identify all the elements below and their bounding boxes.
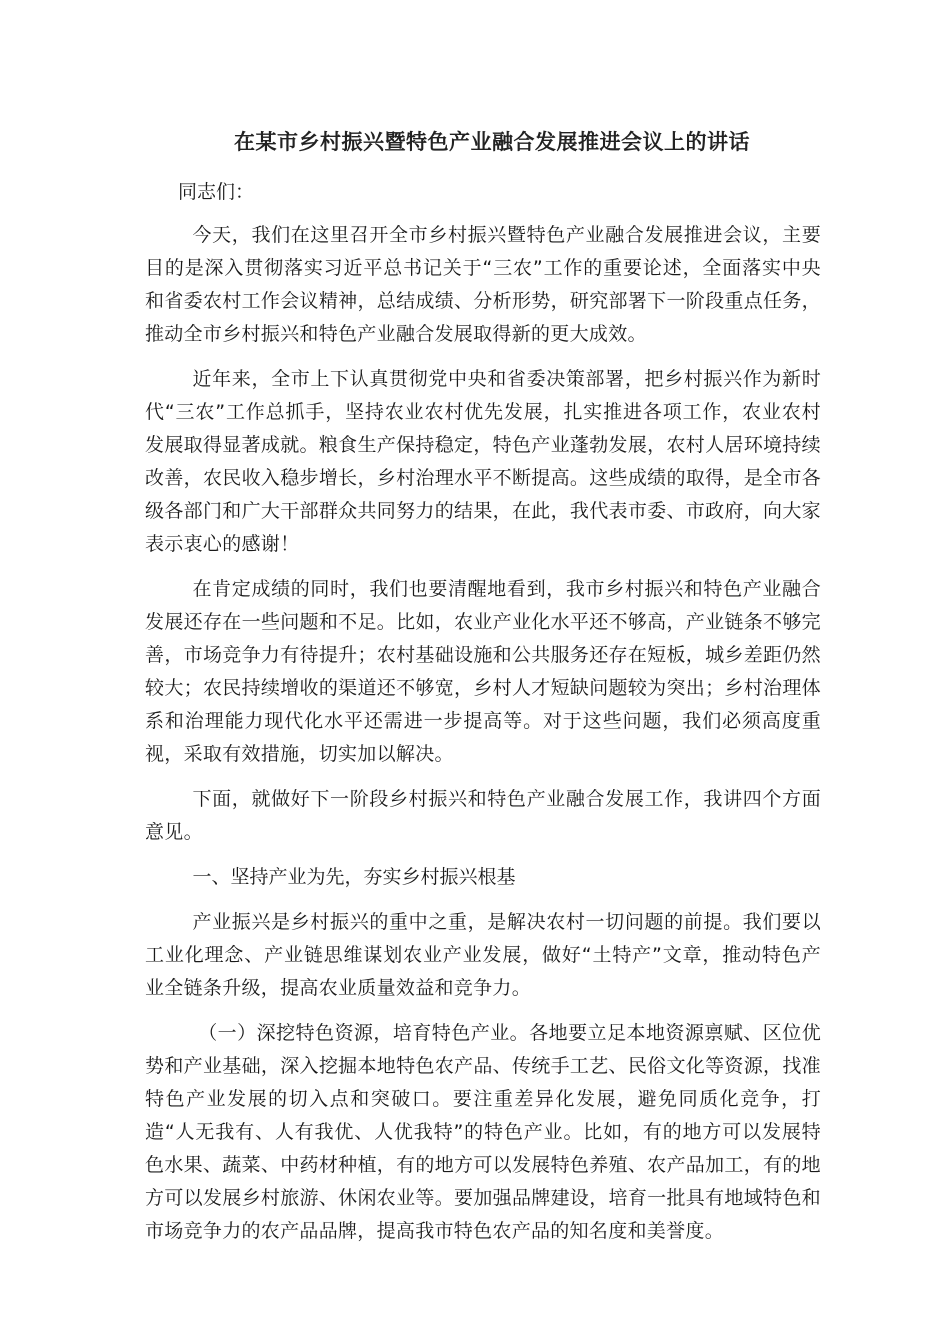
section-heading: 一、坚持产业为先，夯实乡村振兴根基 xyxy=(192,866,516,888)
section-paragraph: 产业振兴是乡村振兴的重中之重，是解决农村一切问题的前提。我们要以工业化理念、产业链思维谋划农业产业发展，做好“土特产”文章，推动特色产业全链条升级，提高农业质量效益和竞争力。 xyxy=(145,911,821,999)
paragraph-problems: 在肯定成绩的同时，我们也要清醒地看到，我市乡村振兴和特色产业融合发展还存在一些问题和不足。比如，农业产业化水平还不够高，产业链条不够完善，市场竞争力有待提升；农村基础设施和公共服务还存在短板，城乡差距仍然较大；农民持续增收的渠道还不够宽，乡村人才短缺问题较为突出；乡村治理体系和治理能力现代化水平还需进一步提高等。对于这些问题，我们必须高度重视，采取有效措施，切实加以解决。 xyxy=(145,578,821,765)
document-body xyxy=(145,219,821,1260)
paragraph-achievements: 近年来，全市上下认真贯彻党中央和省委决策部署，把乡村振兴作为新时代“三农”工作总抓手，坚持农业农村优先发展，扎实推进各项工作，农业农村发展取得显著成就。粮食生产保持稳定，特色产业蓬勃发展，农村人居环境持续改善，农民收入稳步增长，乡村治理水平不断提高。这些成绩的取得，是全市各级各部门和广大干部群众共同努力的结果，在此，我代表市委、市政府，向大家表示衷心的感谢！ xyxy=(145,368,821,555)
paragraph-transition: 下面，就做好下一阶段乡村振兴和特色产业融合发展工作，我讲四个方面意见。 xyxy=(145,788,821,843)
subsection-paragraph: （一）深挖特色资源，培育特色产业。各地要立足本地资源禀赋、区位优势和产业基础，深入挖掘本地特色农产品、传统手工艺、民俗文化等资源，找准特色产业发展的切入点和突破口。要注重差异化发展，避免同质化竞争，打造“人无我有、人有我优、人优我特”的特色产业。比如，有的地方可以发展特色水果、蔬菜、中药材种植，有的地方可以发展特色养殖、农产品加工，有的地方可以发展乡村旅游、休闲农业等。要加强品牌建设，培育一批具有地域特色和市场竞争力的农产品品牌，提高我市特色农产品的知名度和美誉度。 xyxy=(145,1022,821,1242)
document-title: 在某市乡村振兴暨特色产业融合发展推进会议上的讲话 xyxy=(234,130,750,154)
salutation: 同志们： xyxy=(178,181,255,203)
paragraph-opening: 今天，我们在这里召开全市乡村振兴暨特色产业融合发展推进会议，主要目的是深入贯彻落实习近平总书记关于“三农”工作的重要论述，全面落实中央和省委农村工作会议精神，总结成绩、分析形势，研究部署下一阶段重点任务，推动全市乡村振兴和特色产业融合发展取得新的更大成效。 xyxy=(145,224,821,345)
